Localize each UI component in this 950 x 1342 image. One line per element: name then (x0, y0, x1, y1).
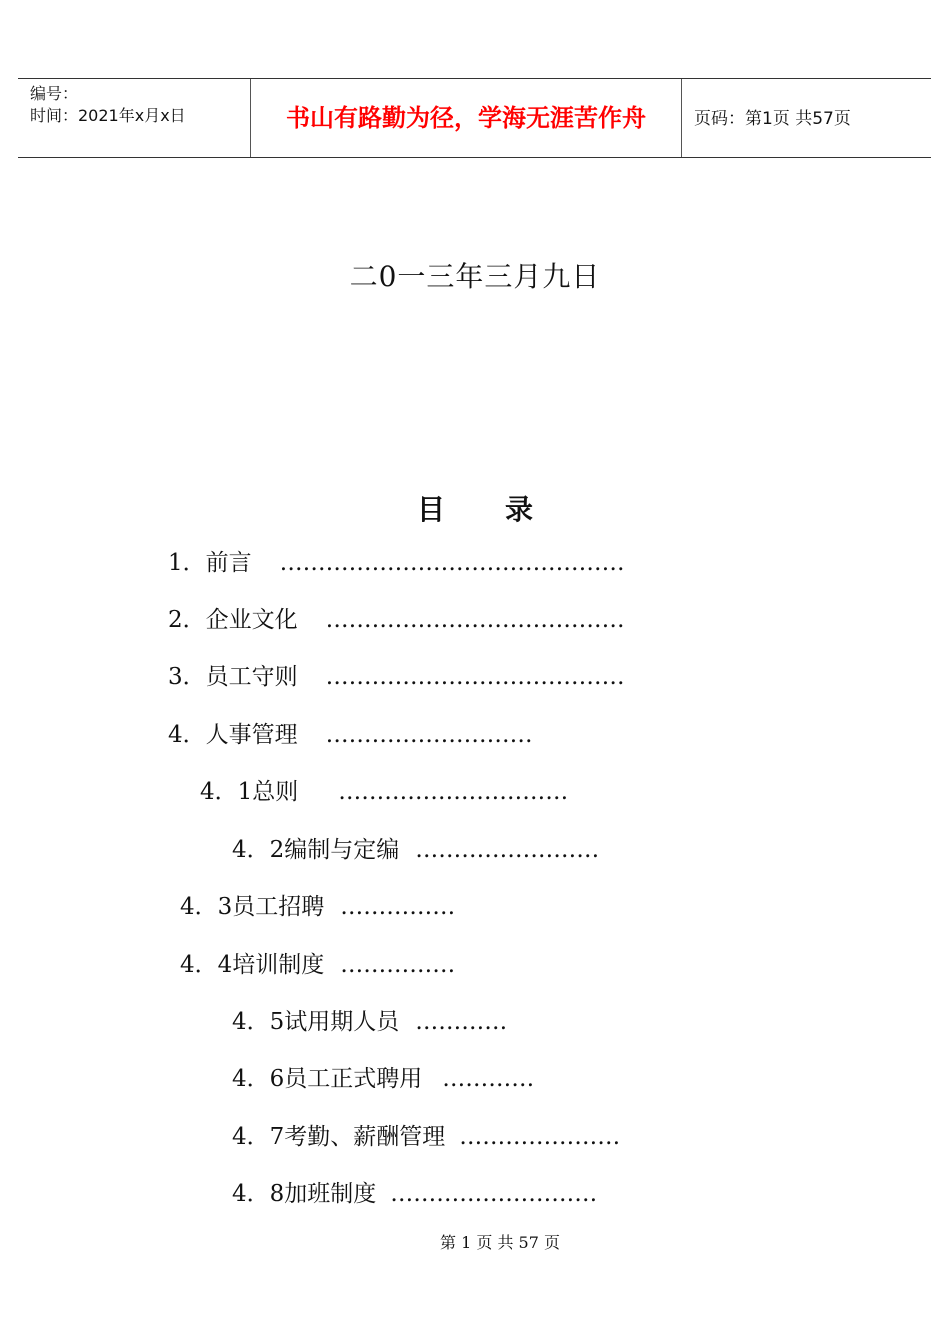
toc-item-leader: ………… (415, 1009, 508, 1035)
toc-item[interactable] (232, 1007, 507, 1037)
toc-item-leader: …………………… (415, 837, 600, 863)
document-number-label: 编号： (30, 84, 79, 103)
toc-item-label: 4．5试用期人员 (232, 1009, 400, 1035)
toc-item[interactable] (168, 605, 625, 635)
header-motto: 书山有路勤为径，学海无涯苦作舟 (251, 79, 682, 157)
toc-item-label: 4．人事管理 (168, 722, 298, 748)
toc-item-label: 4．4培训制度 (180, 952, 325, 978)
toc-item[interactable] (200, 777, 568, 807)
page-header (18, 78, 931, 158)
toc-item-label: 4．6员工正式聘用 (232, 1066, 423, 1092)
toc-title-char-1: 目 (416, 493, 445, 526)
toc-item-label: 4．8加班制度 (232, 1181, 377, 1207)
toc-title-char-2: 录 (505, 493, 534, 526)
toc-item[interactable] (180, 950, 455, 980)
toc-item-leader: ………………………………… (325, 664, 625, 690)
toc-item[interactable] (232, 1179, 597, 1209)
header-page-info: 页码：第1页 共57页 (694, 109, 851, 129)
toc-item-leader: …………… (340, 894, 456, 920)
toc-item-label: 3．员工守则 (168, 664, 298, 690)
toc-item-leader: ………………………… (338, 779, 569, 805)
document-time-label: 时间：2021年x月x日 (30, 106, 186, 125)
toc-item[interactable] (168, 720, 533, 750)
page-footer: 第 1 页 共 57 页 (440, 1233, 560, 1252)
toc-item[interactable] (168, 548, 625, 578)
toc-item-label: 4．7考勤、薪酬管理 (232, 1124, 446, 1150)
toc-item[interactable] (232, 1122, 620, 1152)
header-left-cell (18, 79, 251, 157)
toc-title (0, 488, 950, 528)
toc-item[interactable] (232, 1064, 534, 1094)
toc-item-leader: ……………………… (390, 1181, 598, 1207)
toc-item-leader: ………………… (459, 1124, 621, 1150)
toc-item-label: 4．1总则 (200, 779, 299, 805)
toc-item-leader: …………… (340, 952, 456, 978)
toc-item-leader: ……………………… (325, 722, 533, 748)
toc-item-leader: ………………………………… (325, 607, 625, 633)
toc-item[interactable] (180, 892, 455, 922)
toc-item[interactable] (168, 662, 625, 692)
toc-item-leader: ……………………………………… (279, 550, 625, 576)
toc-item-label: 4．2编制与定编 (232, 837, 400, 863)
toc-item-label: 1．前言 (168, 550, 252, 576)
toc-item-label: 2．企业文化 (168, 607, 298, 633)
toc-item-leader: ………… (442, 1066, 535, 1092)
toc-item[interactable] (232, 835, 599, 865)
toc-item-label: 4．3员工招聘 (180, 894, 325, 920)
document-date: 二0一三年三月九日 (349, 260, 601, 293)
